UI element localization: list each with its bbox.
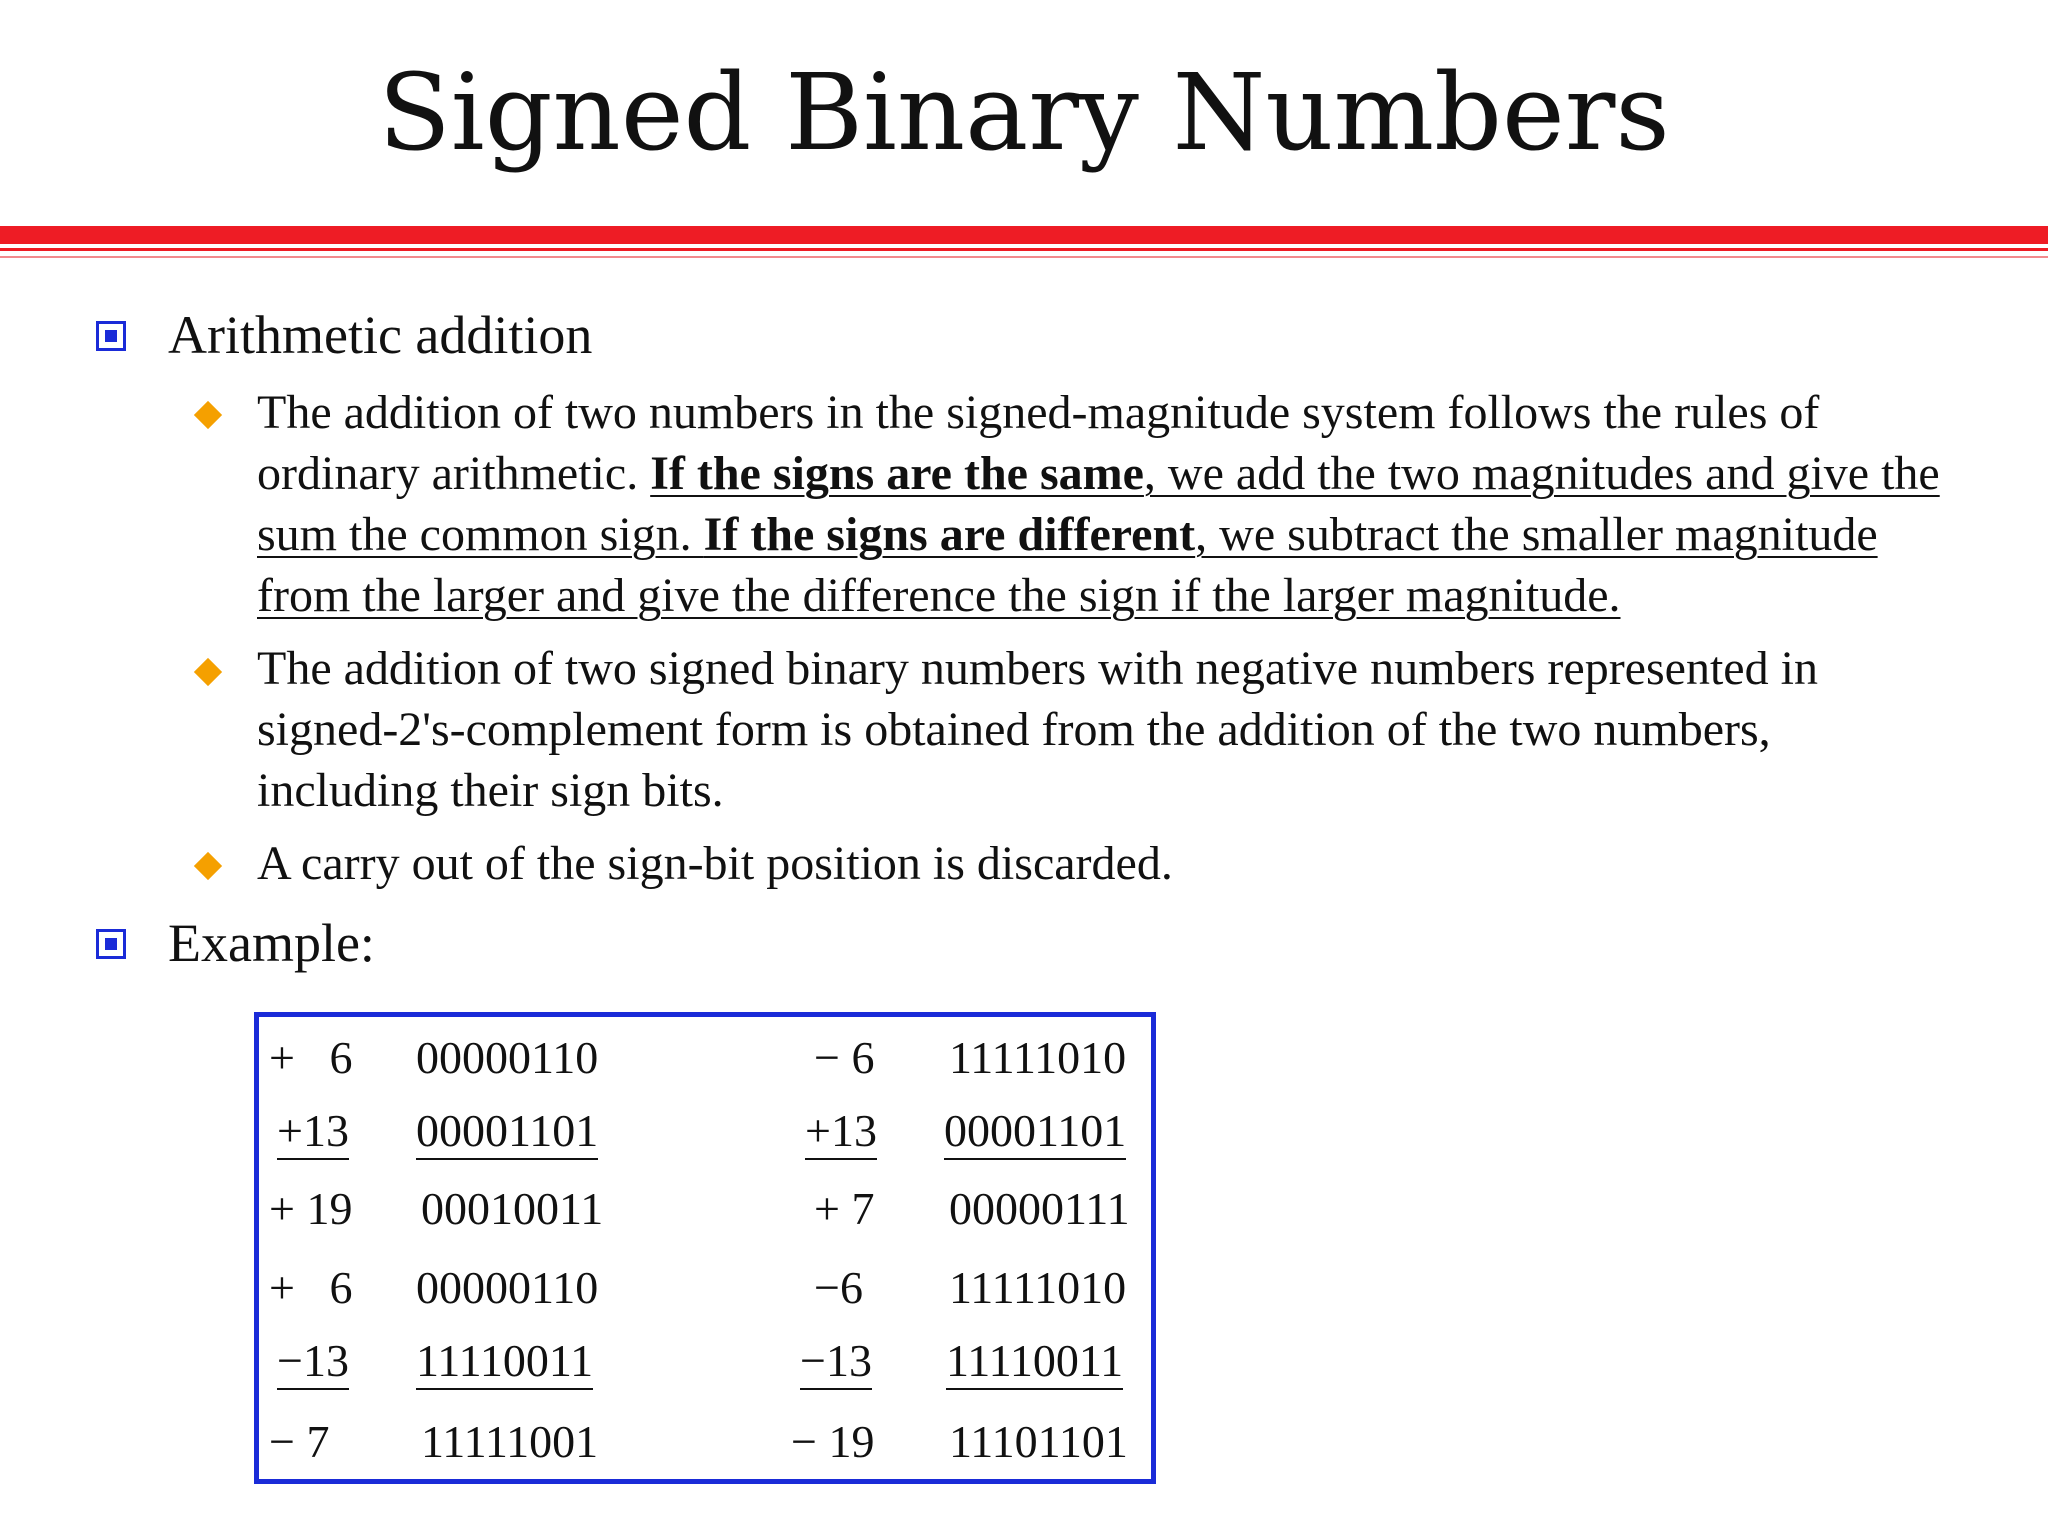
example-right-dec-6: − 19 xyxy=(791,1416,875,1467)
title-divider-thick xyxy=(0,226,2048,244)
example-right-dec-3: + 7 xyxy=(814,1183,875,1234)
example-right-bin-4: 11111010 xyxy=(949,1262,1127,1313)
same-signs-explanation: , we add the two magnitudes and give the sum the common sign. xyxy=(257,447,1940,561)
sub-bullet-carry-discarded: A carry out of the sign-bit position is discarded. xyxy=(257,837,1173,890)
example-right-bin-3: 00000111 xyxy=(949,1183,1130,1234)
diamond-bullet-icon xyxy=(194,658,222,686)
square-bullet-icon xyxy=(96,321,126,351)
same-signs-rule: If the signs are the same xyxy=(650,447,1144,500)
bullet-arithmetic-addition: Arithmetic addition xyxy=(168,305,593,365)
example-left-bin-4: 00000110 xyxy=(416,1262,599,1313)
example-left-bin-3: 00010011 xyxy=(421,1183,604,1234)
example-left-dec-3: + 19 xyxy=(269,1183,353,1234)
example-left-bin-5: 11110011 xyxy=(416,1334,593,1390)
example-right-bin-6: 11101101 xyxy=(949,1416,1128,1467)
bullet-example: Example: xyxy=(168,913,375,973)
example-left-dec-2: +13 xyxy=(277,1104,349,1160)
example-right-dec-1: − 6 xyxy=(814,1032,875,1083)
example-left-bin-6: 11111001 xyxy=(421,1416,599,1467)
example-right-dec-2: +13 xyxy=(805,1104,877,1160)
example-left-dec-4: + 6 xyxy=(269,1262,353,1313)
example-right-bin-2: 00001101 xyxy=(944,1104,1126,1160)
title-divider-thin xyxy=(0,248,2048,251)
title-divider-faint xyxy=(0,256,2048,258)
sub-bullet-twos-complement: The addition of two signed binary numbers with negative numbers represented in signed-2's-complement form is obtained from the addition of the two numbers, including their sign bits. xyxy=(257,642,1818,817)
square-bullet-icon xyxy=(96,929,126,959)
example-left-dec-1: + 6 xyxy=(269,1032,353,1083)
example-right-dec-5: −13 xyxy=(800,1334,872,1390)
different-signs-rule: If the signs are different xyxy=(703,508,1196,561)
sub-bullet-signed-magnitude xyxy=(257,382,1947,626)
example-left-bin-1: 00000110 xyxy=(416,1032,599,1083)
example-table xyxy=(254,1012,1156,1484)
example-right-bin-5: 11110011 xyxy=(946,1334,1123,1390)
sub-bullet-lead: The addition of two numbers in the signed-magnitude system follows the rules of ordinary arithmetic. xyxy=(257,386,1820,500)
diamond-bullet-icon xyxy=(194,852,222,880)
example-left-bin-2: 00001101 xyxy=(416,1104,598,1160)
slide-title: Signed Binary Numbers xyxy=(378,51,1670,174)
diamond-bullet-icon xyxy=(194,401,222,429)
example-right-bin-1: 11111010 xyxy=(949,1032,1127,1083)
different-signs-explanation: , we subtract the smaller magnitude from the larger and give the difference the sign if the larger magnitude. xyxy=(257,508,1878,622)
example-left-dec-5: −13 xyxy=(277,1334,349,1390)
example-left-dec-6: − 7 xyxy=(269,1416,330,1467)
example-right-dec-4: −6 xyxy=(814,1262,863,1313)
